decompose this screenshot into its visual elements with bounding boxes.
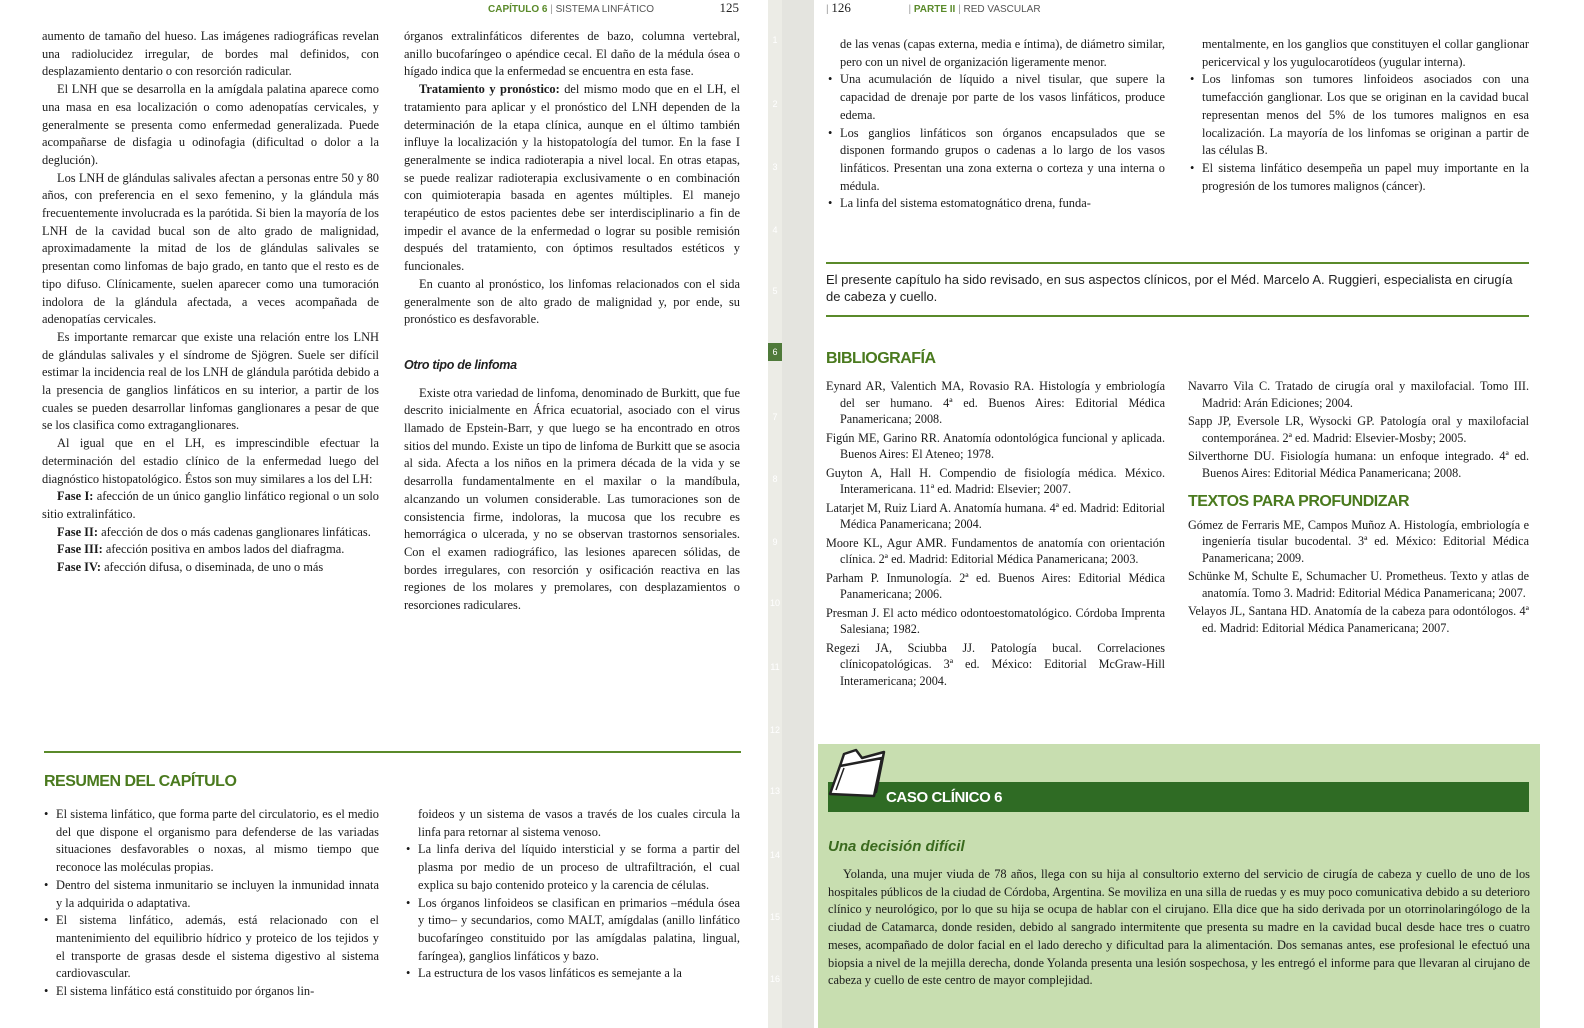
summary-bullet: • Los ganglios linfáticos son órganos encapsulados que se disponen formando grupos o cadenas a lo largo de los vasos linfáticos. Presentan una zona externa o corteza y una interna o médula. — [826, 125, 1165, 196]
right-column-1 — [826, 36, 1165, 213]
chapter-tab[interactable]: 13 — [769, 786, 780, 796]
left-column-1 — [42, 28, 379, 577]
chapter-tab[interactable]: 16 — [769, 974, 780, 984]
paragraph: mentalmente, en los ganglios que constituyen el collar ganglionar pericervical y los yugulocarotídeos (yugular interna). — [1202, 37, 1529, 69]
paragraph: de las venas (capas externa, media e íntima), de diámetro similar, pero con un nivel de organización ligeramente menor. — [840, 37, 1165, 69]
chapter-tab-strip — [768, 0, 782, 1028]
paragraph: Yolanda, una mujer viuda de 78 años, llega con su hija al consultorio externo del servicio de cirugía de cabeza y cuello de uno de los hospitales públicos de la ciudad de Córdoba, Argentina. Se moviliza en una silla de ruedas y es muy poco comunicativa debido a su deterioro clínico y neurológico, por lo que su hija se ocupa de hablar con el cirujano. Ella dice que ha sido derivada por un otorrinolaringólogo de la ciudad de Catamarca, donde residen, debido al sangrado intermitente que presenta su madre en la cavidad bucal desde hace tres o cuatro meses, acompañado de dolor facial en el lado derecho y dificultad para la alimentación. Dos semanas antes, ese profesional le efectuó una biopsia a nivel de la mejilla derecha, donde Yolanda presenta una lesión sospechosa, y les entregó el informe para que llevaran al cirujano de cabeza y cuello de este centro de mayor complejidad. — [828, 867, 1530, 988]
bibliography-entry: Guyton A, Hall H. Compendio de fisiología médica. México. Interamericana. 11ª ed. Madrid: Elsevier; 2007. — [826, 465, 1165, 496]
page-number-left: 125 — [719, 0, 740, 15]
bibliography-heading: BIBLIOGRAFÍA — [826, 350, 936, 367]
chapter-tab[interactable]: 3 — [772, 162, 778, 172]
revision-note: El presente capítulo ha sido revisado, en sus aspectos clínicos, por el Méd. Marcelo A. Ruggieri, especialista en cirugía de cabeza y cuello. — [826, 272, 1513, 304]
chapter-tab[interactable]: 14 — [769, 850, 780, 860]
book-gutter — [782, 0, 814, 1028]
paragraph: órganos extralinfáticos diferentes de bazo, columna vertebral, anillo bucofaríngeo o apéndice cecal. El daño de la médula ósea o hígado indica que la enfermedad se encuentra en esta fase. — [404, 29, 740, 79]
clinical-case-subtitle: Una decisión difícil — [828, 838, 965, 855]
part-label: PARTE II — [913, 4, 956, 15]
summary-bullet: • La estructura de los vasos linfáticos es semejante a la — [404, 965, 740, 983]
summary-bullet: • La linfa deriva del líquido intersticial y se forma a partir del plasma por medio de un proceso de ultrafiltración, el cual explica su bajo contenido proteico y la carencia de células. — [404, 841, 740, 894]
bibliography-column-2 — [1188, 378, 1529, 638]
part-section: RED VASCULAR — [963, 4, 1041, 15]
chapter-tab[interactable]: 9 — [772, 537, 778, 547]
bibliography-entry: Sapp JP, Eversole LR, Wysocki GP. Patología oral y maxilofacial contemporánea. 2ª ed. Madrid: Elsevier-Mosby; 2005. — [1188, 414, 1529, 445]
right-running-header: | 126 | PARTE II | RED VASCULAR — [826, 0, 1041, 15]
paragraph: Los LNH de glándulas salivales afectan a personas entre 50 y 80 años, con preferencia en el sexo femenino, y la glándula más frecuentemente involucrada es la parótida. Si bien la mayoría de los LNH de la cavidad bucal son de alto grado de malignidad, aproximadamente la mitad de los de glándulas salivales se presentan como linfomas de bajo grado, en tanto que el resto es de tipo difuso. Clínicamente, suelen aparecer como una tumoración indolora de la glándula afectada, a veces acompañada de adenopatías cervicales. — [42, 170, 379, 327]
subheading-other-lymphoma: Otro tipo de linfoma — [404, 357, 517, 372]
summary-heading: RESUMEN DEL CAPÍTULO — [44, 773, 237, 790]
summary-bullet: • El sistema linfático, que forma parte del circulatorio, es el medio del que dispone el organismo para defenderse de las variadas situaciones desfavorables o noxas, al mismo tiempo que reconoce las moléculas propias. — [42, 806, 379, 877]
folder-icon — [826, 744, 888, 810]
chapter-tab[interactable]: 2 — [772, 99, 778, 109]
summary-bullet: • Dentro del sistema inmunitario se incluyen la inmunidad innata y la adquirida o adaptativa. — [42, 877, 379, 912]
paragraph: En cuanto al pronóstico, los linfomas relacionados con el sida generalmente son de alto grado de malignidad y, por ende, su pronóstico es desfavorable. — [404, 276, 740, 327]
chapter-tab[interactable]: 8 — [772, 474, 778, 484]
bibliography-entry: Parham P. Inmunología. 2ª ed. Buenos Aires: Editorial Médica Panamericana; 2006. — [826, 570, 1165, 601]
summary-column-2 — [404, 806, 740, 983]
chapter-section: SISTEMA LINFÁTICO — [555, 4, 654, 15]
chapter-label: CAPÍTULO 6 — [488, 4, 548, 15]
chapter-tab[interactable]: 4 — [772, 225, 778, 235]
chapter-tab[interactable]: 1 — [772, 35, 778, 45]
page-number-right: 126 — [831, 0, 851, 15]
summary-bullet: • Los órganos linfoideos se clasifican en primarios –médula ósea y timo– y secundarios, como MALT, amígdalas (anillo linfático bucofaríngeo constituido por las amígdalas palatina, lingual, faríngea), ganglios linfáticos y bazo. — [404, 895, 740, 966]
clinical-case-title: CASO CLÍNICO 6 — [886, 789, 1003, 806]
further-reading-entry: Schünke M, Schulte E, Schumacher U. Prometheus. Texto y atlas de anatomía. Tomo 3. Madrid: Editorial Médica Panamericana; 2007. — [1188, 569, 1529, 600]
summary-bullet: • El sistema linfático está constituido por órganos lin- — [42, 983, 379, 1001]
left-page — [0, 0, 782, 1028]
bibliography-entry: Latarjet M, Ruiz Liard A. Anatomía humana. 4ª ed. Madrid: Editorial Médica Panamericana; 2004. — [826, 500, 1165, 531]
right-column-2 — [1188, 36, 1529, 195]
bibliography-entry: Regezi JA, Sciubba JJ. Patología bucal. Correlaciones clínicopatológicas. 3ª ed. México: Editorial McGraw-Hill Interamericana; 2004. — [826, 640, 1165, 688]
note-rule-bottom — [826, 315, 1529, 317]
further-reading-entry: Velayos JL, Santana HD. Anatomía de la cabeza para odontólogos. 4ª ed. Madrid: Editorial Médica Panamericana; 2007. — [1188, 604, 1529, 635]
further-reading-heading: TEXTOS PARA PROFUNDIZAR — [1188, 493, 1410, 510]
paragraph: El LNH que se desarrolla en la amígdala palatina aparece como una masa en esa localización o como adenopatías cervicales, y generalmente se presenta como enfermedad generalizada. Puede acompañarse de disfagia u odinofagia (dificultad o dolor a la deglución). — [42, 82, 379, 167]
chapter-tab[interactable]: 11 — [770, 662, 780, 672]
clinical-case-text — [828, 866, 1530, 990]
bibliography-column-1 — [826, 378, 1165, 691]
phase-item: Fase III: afección positiva en ambos lados del diafragma. — [57, 542, 345, 557]
summary-bullet: • El sistema linfático, además, está relacionado con el mantenimiento del equilibrio hídrico y proteico de los tejidos y el transporte de grasas desde el sistema digestivo al sistema cardiovascular. — [42, 912, 379, 983]
left-column-2 — [404, 28, 740, 615]
bibliography-entry: Silverthorne DU. Fisiología humana: un enfoque integrado. 4ª ed. Buenos Aires: Editorial Médica Panamericana; 2008. — [1188, 449, 1529, 480]
bibliography-entry: Navarro Vila C. Tratado de cirugía oral y maxilofacial. Tomo III. Madrid: Arán Ediciones; 2004. — [1188, 379, 1529, 410]
phase-item: Fase II: afección de dos o más cadenas ganglionares linfáticas. — [57, 524, 371, 539]
summary-column-1 — [42, 806, 379, 1001]
paragraph: aumento de tamaño del hueso. Las imágenes radiográficas revelan una radiolucidez irregular, de bordes mal definidos, con desplazamiento dentario o con resorción radicular. — [42, 29, 379, 79]
paragraph: Existe otra variedad de linfoma, denominado de Burkitt, que fue descrito inicialmente en África ecuatorial, asociado con el virus llamado de Epstein-Barr, y que luego se ha encontrado en otros sitios del mundo. Existe un tipo de linfoma de Burkitt que se asocia al sida. Afecta a los niños en la primera década de la vida y se desarrolla fundamentalmente en el maxilar o la mandíbula, alcanzando un volumen considerable. Las tumoraciones son de consistencia firme, indoloras, la mucosa que los recubre es hemorrágica o ulcerada, y no se observan trastornos sensoriales. Con el examen radiográfico, las lesiones aparecen sólidas, de bordes irregulares, con resorción y osificación reactiva en las regiones de los molares y premolares, con desplazamientos o resorciones radiculares. — [404, 385, 740, 613]
paragraph: Es importante remarcar que existe una relación entre los LNH de glándulas salivales y el síndrome de Sjögren. Suele ser difícil estimar la incidencia real de los LNH de glándula parótida debido a la presencia de ganglios linfáticos en su interior, a partir de los cuales se pueden desarrollar linfomas ganglionares a pesar de que se los clasifica como extraganglionares. — [42, 329, 379, 433]
chapter-tab[interactable]: 7 — [772, 412, 778, 422]
bibliography-entry: Presman J. El acto médico odontoestomatológico. Córdoba Imprenta Salesiana; 1982. — [826, 605, 1165, 636]
summary-bullet: • El sistema linfático desempeña un papel muy importante en la progresión de los tumores malignos (cáncer). — [1188, 160, 1529, 195]
chapter-tab[interactable]: 12 — [769, 725, 780, 735]
bibliography-entry: Eynard AR, Valentich MA, Rovasio RA. Histología y embriología del ser humano. 4ª ed. Buenos Aires: Editorial Médica Panamericana; 2008. — [826, 379, 1165, 426]
paragraph: Al igual que en el LH, es imprescindible efectuar la determinación del estadio clínico de la enfermedad luego del diagnóstico histopatológico. Éstos son muy similares a los del LH: — [42, 436, 379, 486]
chapter-tab-active[interactable]: 6 — [768, 343, 782, 361]
further-reading-entry: Gómez de Ferraris ME, Campos Muñoz A. Histología, embriología e ingeniería tisular bucodental. 3ª ed. México: Editorial Médica Panamericana; 2009. — [1188, 517, 1529, 565]
phase-item: Fase IV: afección difusa, o diseminada, de uno o más — [57, 560, 324, 575]
summary-continuation: foideos y un sistema de vasos a través de los cuales circula la linfa para retornar al sistema venoso. — [418, 807, 740, 839]
bibliography-entry: Figún ME, Garino RR. Anatomía odontológica funcional y aplicada. Buenos Aires: El Ateneo; 1978. — [826, 430, 1165, 461]
note-rule-top — [826, 262, 1529, 264]
bibliography-entry: Moore KL, Agur AMR. Fundamentos de anatomía con orientación clínica. 2ª ed. Madrid: Editorial Médica Panamericana; 2003. — [826, 535, 1165, 566]
chapter-tab[interactable]: 5 — [772, 286, 778, 296]
summary-bullet: • Los linfomas son tumores linfoideos asociados con una tumefacción ganglionar. Los que se originan en la cavidad bucal representan menos del 5% de los tumores malignos en esa localización. La mayoría de los linfomas se originan a partir de las células B. — [1188, 71, 1529, 160]
chapter-tab[interactable]: 15 — [769, 912, 780, 922]
phase-item: Fase I: afección de un único ganglio linfático regional o un solo sitio extralinfático. — [42, 489, 379, 521]
summary-bullet: • La linfa del sistema estomatognático drena, funda- — [826, 195, 1165, 213]
treatment-paragraph: Tratamiento y pronóstico: del mismo modo que en el LH, el tratamiento para aplicar y el pronóstico del LNH dependen de la determinación de la etapa clínica, aunque en el último también influye la localización y la histopatología del tumor. En la fase I generalmente se indica radioterapia a nivel local. En otras etapas, se puede realizar radioterapia exclusivamente o en combinación con quimioterapia basada en agentes múltiples. El manejo terapéutico de estos pacientes debe ser interdisciplinario a fin de impedir el avance de la enfermedad o lograr su posible remisión después del tratamiento, con óptimos resultados estéticos y funcionales. — [404, 82, 740, 274]
summary-bullet: • Una acumulación de líquido a nivel tisular, que supere la capacidad de drenaje por parte de los vasos linfáticos, produce edema. — [826, 71, 1165, 124]
summary-rule — [44, 751, 741, 753]
left-running-header: CAPÍTULO 6 | SISTEMA LINFÁTICO 125 — [488, 0, 740, 15]
chapter-tab[interactable]: 10 — [769, 598, 780, 608]
